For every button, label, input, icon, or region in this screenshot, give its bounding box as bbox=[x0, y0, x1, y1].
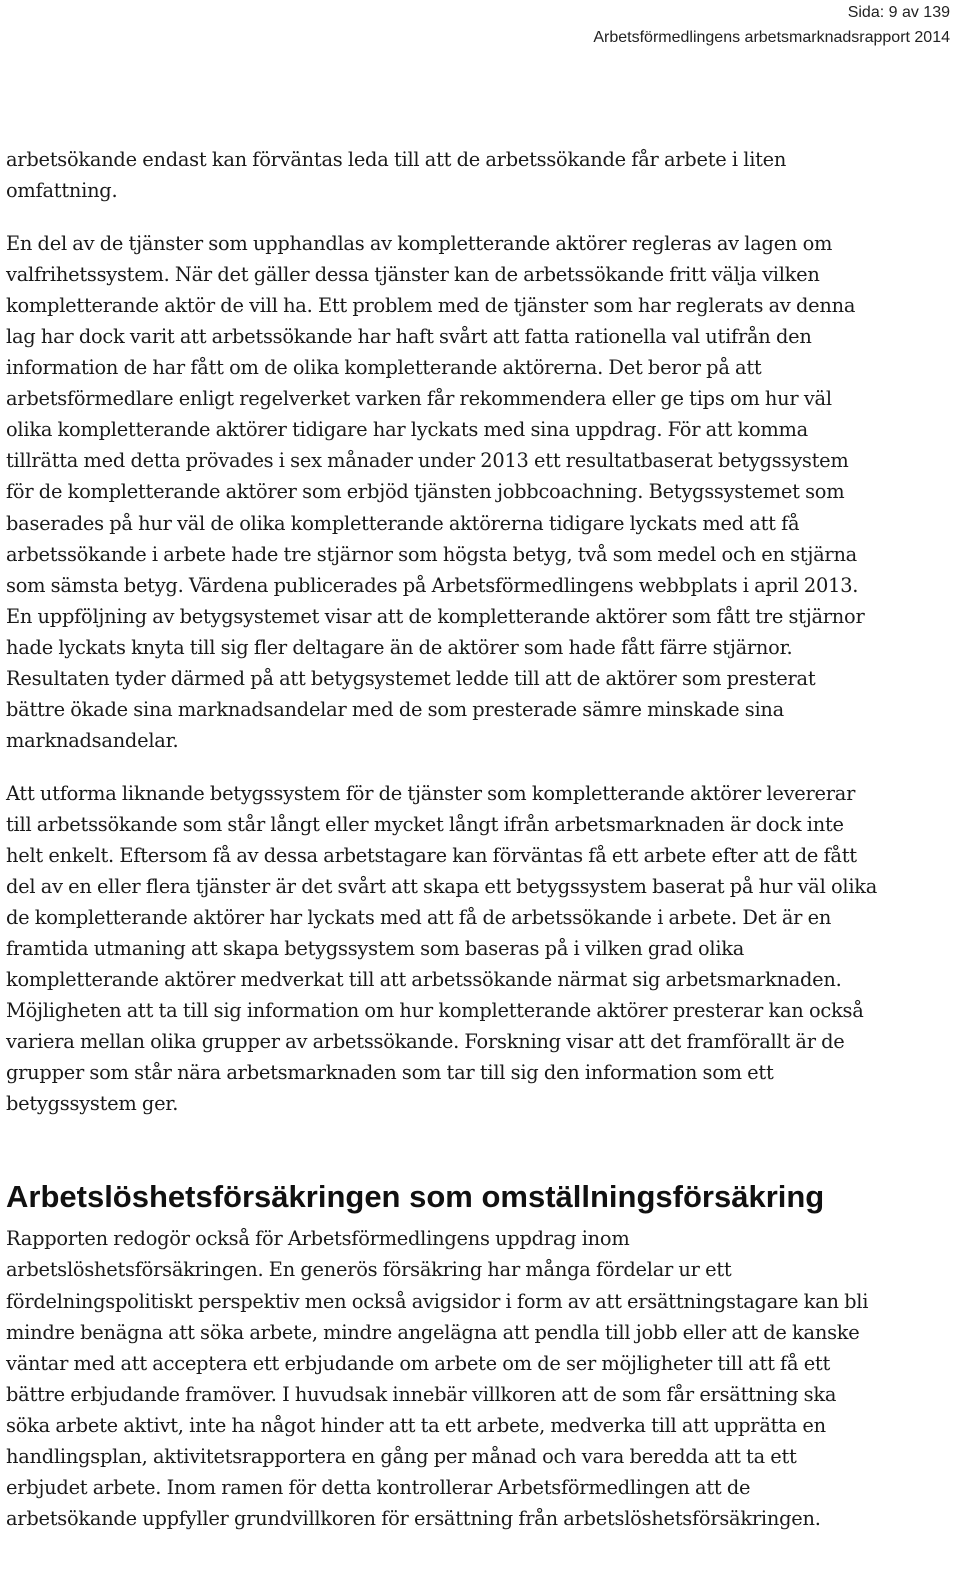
text-line: framtida utmaning att skapa betygssystem som baseras på i vilken grad olika bbox=[6, 937, 745, 961]
text-line: erbjudet arbete. Inom ramen för detta kontrollerar Arbetsförmedlingen att de bbox=[6, 1475, 751, 1499]
text-line: lag har dock varit att arbetssökande har haft svårt att fatta rationella val utifrån den bbox=[6, 325, 812, 349]
text-line: bättre erbjudande framöver. I huvudsak innebär villkoren att de som får ersättning ska bbox=[6, 1382, 837, 1406]
text-line: grupper som står nära arbetsmarknaden som tar till sig den information som ett bbox=[6, 1061, 774, 1085]
text-line: baserades på hur väl de olika kompletterande aktörerna tidigare lyckats med att få bbox=[6, 511, 800, 535]
text-line: som sämsta betyg. Värdena publicerades på Arbetsförmedlingens webbplats i april 2013. bbox=[6, 573, 859, 597]
paragraph-intro bbox=[6, 144, 956, 206]
paragraph-valfrihetssystem bbox=[6, 228, 956, 756]
text-line: helt enkelt. Eftersom få av dessa arbetstagare kan förväntas få ett arbete efter att de fått bbox=[6, 843, 857, 867]
text-line: kompletterande aktörer medverkat till att arbetssökande närmat sig arbetsmarknaden. bbox=[6, 968, 842, 992]
text-line: hade lyckats knyta till sig fler deltagare än de aktörer som hade fått färre stjärnor. bbox=[6, 635, 793, 659]
text-line: En del av de tjänster som upphandlas av kompletterande aktörer regleras av lagen om bbox=[6, 232, 833, 256]
text-line: Möjligheten att ta till sig information om hur kompletterande aktörer presterar kan också bbox=[6, 999, 864, 1023]
paragraph-betygssystem bbox=[6, 778, 956, 1120]
text-line: bättre ökade sina marknadsandelar med de som presterade sämre minskade sina bbox=[6, 697, 784, 721]
text-line: information de har fått om de olika kompletterande aktörerna. Det beror på att bbox=[6, 356, 762, 380]
text-line: handlingsplan, aktivitetsrapportera en gång per månad och vara beredda att ta ett bbox=[6, 1444, 797, 1468]
page-number: Sida: 9 av 139 bbox=[847, 4, 950, 21]
text-line: kompletterande aktör de vill ha. Ett problem med de tjänster som har reglerats av denna bbox=[6, 294, 856, 318]
text-line: valfrihetssystem. När det gäller dessa tjänster kan de arbetssökande fritt välja vilken bbox=[6, 263, 820, 287]
document-body bbox=[6, 144, 956, 1534]
text-line: variera mellan olika grupper av arbetssökande. Forskning visar att det framförallt är de bbox=[6, 1030, 845, 1054]
text-line: söka arbete aktivt, inte ha något hinder att ta ett arbete, medverka till att upprätta en bbox=[6, 1413, 826, 1437]
text-line: arbetssökande i arbete hade tre stjärnor som högsta betyg, två som medel och en stjärna bbox=[6, 542, 857, 566]
text-line: del av en eller flera tjänster är det svårt att skapa ett betygssystem baserat på hur väl olika bbox=[6, 875, 878, 899]
paragraph-arbetsloshetsforsakring bbox=[6, 1223, 956, 1533]
text-line: Resultaten tyder därmed på att betygsystemet ledde till att de aktörer som presterat bbox=[6, 666, 816, 690]
text-line: marknadsandelar. bbox=[6, 728, 179, 752]
text-line: En uppföljning av betygsystemet visar att de kompletterande aktörer som fått tre stjärnor bbox=[6, 604, 865, 628]
text-line: de kompletterande aktörer har lyckats med att få de arbetssökande i arbete. Det är en bbox=[6, 906, 832, 930]
text-line: arbetsförmedlare enligt regelverket varken får rekommendera eller ge tips om hur väl bbox=[6, 387, 832, 411]
text-line: betygssystem ger. bbox=[6, 1092, 179, 1116]
text-line: fördelningspolitiskt perspektiv men också avigsidor i form av att ersättningstagare kan bli bbox=[6, 1289, 869, 1313]
text-line: olika kompletterande aktörer tidigare har lyckats med sina uppdrag. För att komma bbox=[6, 418, 808, 442]
text-line: för de kompletterande aktörer som erbjöd tjänsten jobbcoachning. Betygssystemet som bbox=[6, 480, 845, 504]
text-line: till arbetssökande som står långt eller mycket långt ifrån arbetsmarknaden är dock inte bbox=[6, 812, 844, 836]
text-line: omfattning. bbox=[6, 179, 118, 203]
text-line: arbetsökande uppfyller grundvillkoren för ersättning från arbetslöshetsförsäkringen. bbox=[6, 1506, 821, 1530]
text-line: mindre benägna att söka arbete, mindre angelägna att pendla till jobb eller att de kanske bbox=[6, 1320, 860, 1344]
text-line: Att utforma liknande betygssystem för de tjänster som kompletterande aktörer levererar bbox=[6, 781, 856, 805]
text-line: Rapporten redogör också för Arbetsförmedlingens uppdrag inom bbox=[6, 1227, 630, 1251]
page-header bbox=[593, 0, 950, 50]
report-title: Arbetsförmedlingens arbetsmarknadsrapport 2014 bbox=[593, 29, 950, 46]
text-line: tillrätta med detta prövades i sex månader under 2013 ett resultatbaserat betygssystem bbox=[6, 449, 849, 473]
text-line: arbetsökande endast kan förväntas leda till att de arbetssökande får arbete i liten bbox=[6, 148, 787, 171]
text-line: väntar med att acceptera ett erbjudande om arbete om de ser möjligheter till att få ett bbox=[6, 1351, 831, 1375]
text-line: arbetslöshetsförsäkringen. En generös försäkring har många fördelar ur ett bbox=[6, 1258, 732, 1282]
section-heading: Arbetslöshetsförsäkringen som omställningsförsäkring bbox=[6, 1179, 825, 1215]
